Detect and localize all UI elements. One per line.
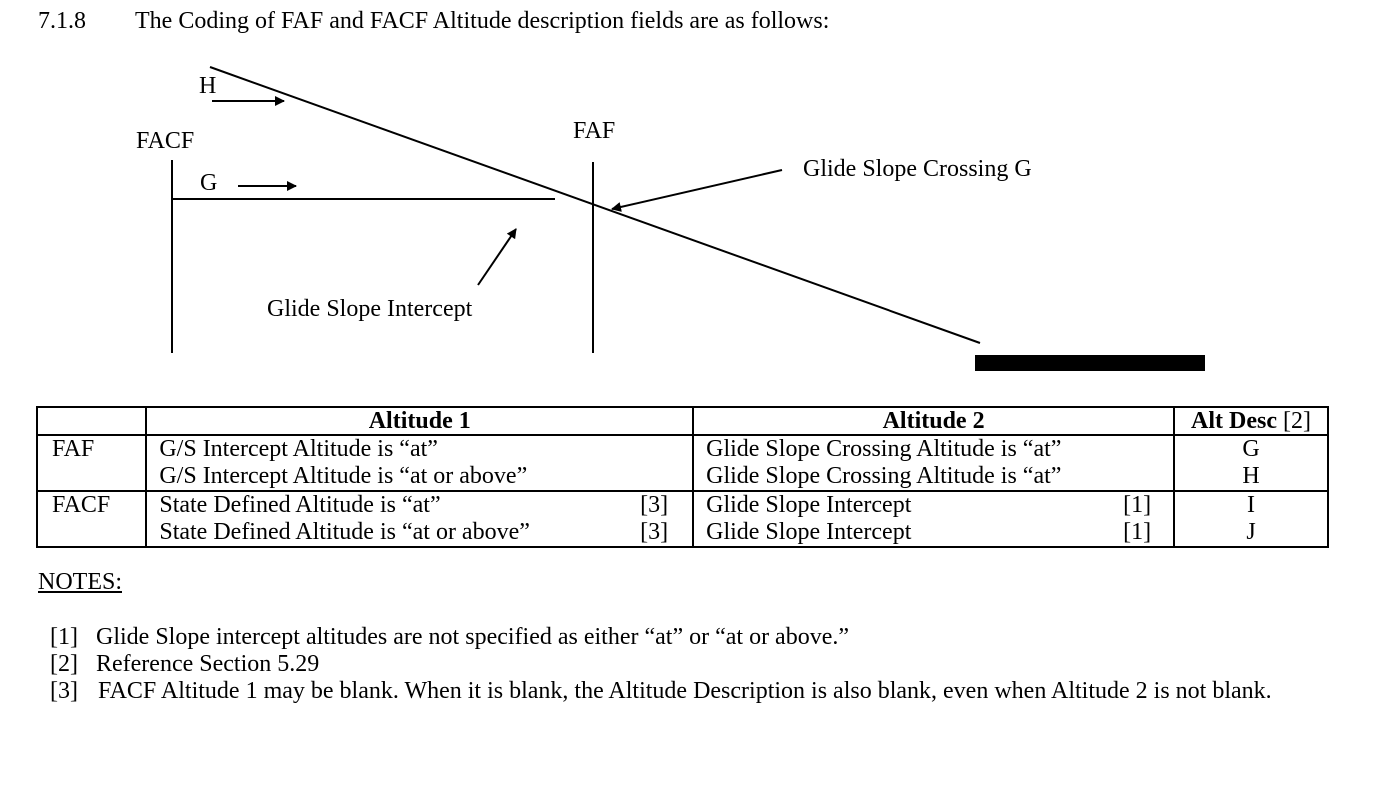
intercept-arrow	[478, 229, 516, 285]
notes-title: NOTES:	[38, 569, 122, 595]
label-g: G	[200, 170, 218, 196]
altitude-1-text: G/S Intercept Altitude is “at or above”	[159, 463, 528, 489]
alt-desc-cell	[1174, 491, 1328, 547]
table-row	[37, 491, 1328, 547]
label-glide-slope-intercept: Glide Slope Intercept	[267, 296, 473, 322]
altitude-2-text: Glide Slope Intercept	[706, 492, 912, 518]
alt-desc-cell	[1174, 435, 1328, 491]
note-ref: [2]	[50, 651, 78, 677]
altitude-1-cell	[146, 435, 693, 491]
table-header-row	[37, 407, 1328, 435]
table-row	[37, 435, 1328, 491]
label-glide-slope-crossing: Glide Slope Crossing G	[803, 156, 1032, 182]
ref-marker: [3]	[640, 492, 669, 518]
ref-marker: [3]	[640, 519, 669, 545]
altitude-2-text: Glide Slope Crossing Altitude is “at”	[706, 436, 1062, 462]
altitude-2-cell	[693, 491, 1174, 547]
altitude-2-cell	[693, 435, 1174, 491]
label-faf: FAF	[573, 118, 616, 144]
note-item	[50, 678, 1328, 704]
note-text: Glide Slope intercept altitudes are not specified as either “at” or “at or above.”	[96, 624, 850, 650]
altitude-2-text: Glide Slope Crossing Altitude is “at”	[706, 463, 1062, 489]
table-header-alt-desc	[1174, 407, 1328, 435]
table-header-altitude-2: Altitude 2	[693, 407, 1174, 435]
note-text: Reference Section 5.29	[96, 651, 320, 677]
row-label: FACF	[37, 491, 146, 547]
alt-desc-value: J	[1246, 519, 1256, 545]
label-facf: FACF	[136, 128, 195, 154]
altitude-1-text: State Defined Altitude is “at or above”	[159, 519, 530, 545]
table-header-blank	[37, 407, 146, 435]
alt-desc-label: Alt Desc	[1191, 408, 1278, 434]
altitude-table	[36, 406, 1329, 548]
row-label: FAF	[37, 435, 146, 491]
altitude-1-text: G/S Intercept Altitude is “at”	[159, 436, 438, 462]
section-number: 7.1.8	[38, 8, 86, 34]
note-item	[50, 651, 319, 678]
table-header-altitude-1: Altitude 1	[146, 407, 693, 435]
ref-marker: [1]	[1123, 492, 1152, 518]
altitude-1-text: State Defined Altitude is “at”	[159, 492, 441, 518]
note-ref: [1]	[50, 624, 78, 650]
altitude-1-cell	[146, 491, 693, 547]
runway-bar	[975, 355, 1205, 371]
alt-desc-value: G	[1242, 436, 1260, 462]
alt-desc-value: I	[1247, 492, 1256, 518]
section-title: The Coding of FAF and FACF Altitude description fields are as follows:	[135, 8, 830, 34]
alt-desc-value: H	[1242, 463, 1260, 489]
alt-desc-ref: [2]	[1283, 408, 1311, 434]
note-text: FACF Altitude 1 may be blank. When it is blank, the Altitude Description is also blank, even when Altitude 2 is not blank.	[98, 678, 1272, 704]
note-ref: [3]	[50, 678, 78, 704]
altitude-2-text: Glide Slope Intercept	[706, 519, 912, 545]
label-h: H	[199, 73, 217, 99]
crossing-arrow	[612, 170, 782, 209]
ref-marker: [1]	[1123, 519, 1152, 545]
note-item	[50, 624, 849, 651]
